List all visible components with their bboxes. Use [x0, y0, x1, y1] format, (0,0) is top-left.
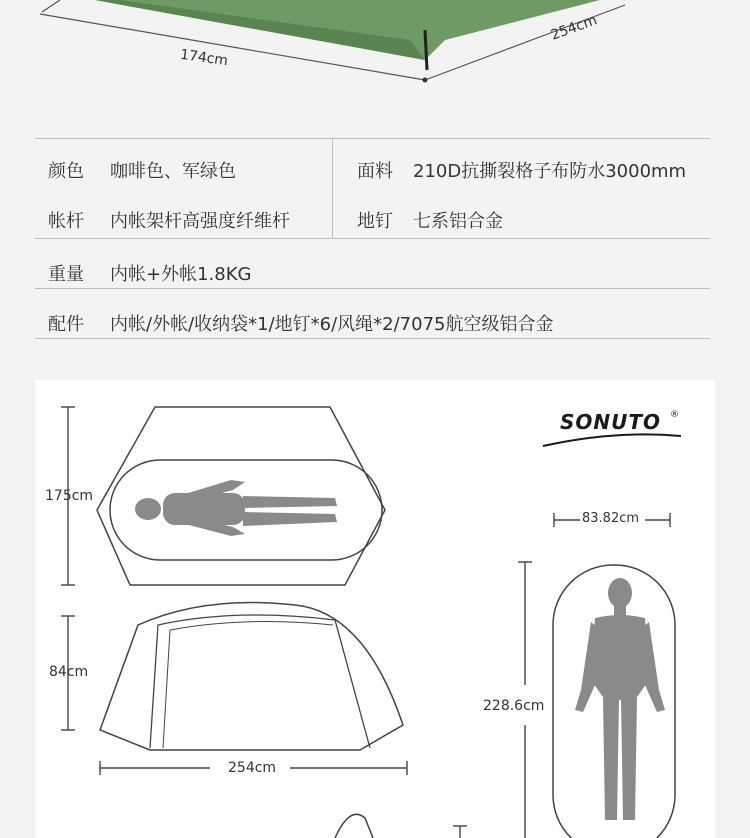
tent-side-view: [100, 603, 403, 751]
sleeping-bag-length-label: 228.6cm: [483, 698, 545, 714]
spec-value-weight: 内帐+外帐1.8KG: [110, 264, 252, 285]
sleeping-bag-width-label: 83.82cm: [582, 511, 640, 526]
lying-person-figure: [135, 480, 337, 536]
diagram-drawing: [35, 380, 715, 838]
dimension-diagram-panel: [35, 380, 715, 838]
spec-label-pole: 帐杆: [48, 211, 84, 232]
registered-mark: ®: [670, 410, 679, 420]
spec-value-fabric: 210D抗撕裂格子布防水3000mm: [413, 161, 687, 182]
spec-value-color: 咖啡色、军绿色: [110, 161, 236, 182]
side-view-height-label: 84cm: [49, 664, 89, 680]
spec-label-color: 颜色: [48, 161, 84, 182]
spec-value-stake: 七系铝合金: [413, 211, 503, 232]
partial-tent-outline: [335, 814, 373, 838]
spec-label-stake: 地钉: [357, 211, 393, 232]
standing-person-figure: [575, 578, 665, 820]
tent-illustration: [0, 0, 750, 130]
top-view-height-label: 175cm: [45, 488, 94, 504]
tent-door: [150, 615, 370, 748]
spec-value-pole: 内帐架杆高强度纤维杆: [110, 211, 290, 232]
specs-table: [35, 138, 710, 339]
spec-label-accessories: 配件: [48, 314, 84, 335]
logo-swoosh: [543, 434, 681, 446]
brand-logo: SONUTO: [560, 410, 662, 434]
side-view-length-label: 254cm: [228, 760, 277, 776]
dim-width-label: 174cm: [179, 46, 229, 70]
tent-pole: [425, 30, 427, 70]
tent-top-view: [97, 407, 385, 585]
spec-value-accessories: 内帐/外帐/收纳袋*1/地钉*6/风绳*2/7075航空级铝合金: [110, 314, 554, 335]
spec-label-weight: 重量: [48, 264, 84, 285]
dim-length-label: 254cm: [548, 12, 600, 44]
spec-label-fabric: 面料: [357, 161, 393, 182]
